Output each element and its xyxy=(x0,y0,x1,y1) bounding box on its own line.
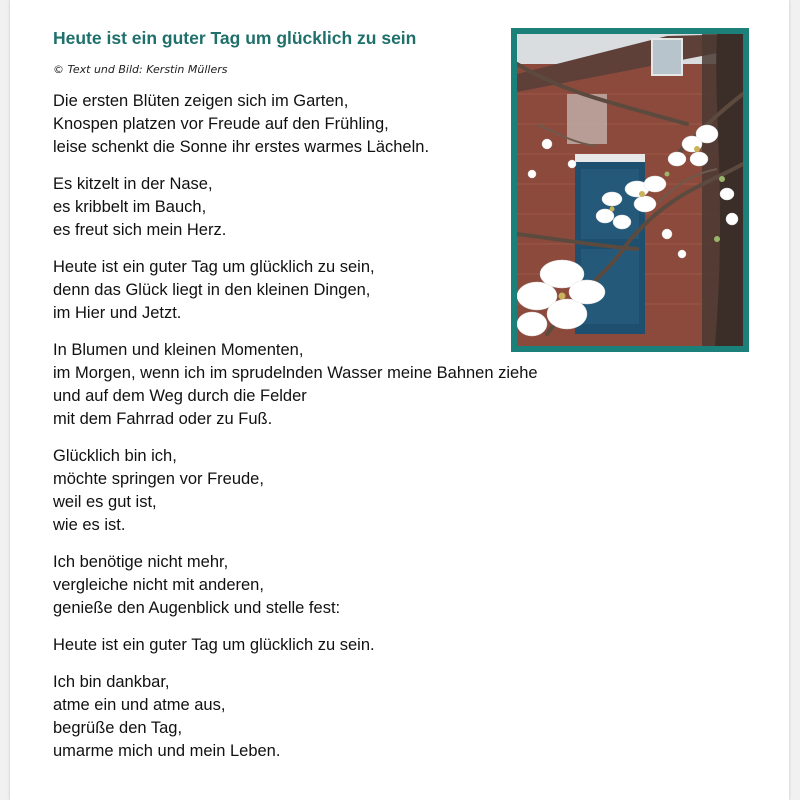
poem-stanza xyxy=(53,256,613,325)
poem-stanza xyxy=(53,551,613,620)
poem-line: im Morgen, wenn ich im sprudelnden Wasser meine Bahnen ziehe xyxy=(53,364,538,382)
poem-line: weil es gut ist, xyxy=(53,493,157,511)
poem-body xyxy=(53,90,613,777)
poem-line: Heute ist ein guter Tag um glücklich zu sein, xyxy=(53,258,375,276)
poem-line: es kribbelt im Bauch, xyxy=(53,198,207,216)
poem-line: wie es ist. xyxy=(53,516,126,534)
document-page xyxy=(10,0,789,800)
poem-line: Glücklich bin ich, xyxy=(53,447,177,465)
poem-line: denn das Glück liegt in den kleinen Dingen, xyxy=(53,281,371,299)
poem-line: und auf dem Weg durch die Felder xyxy=(53,387,307,405)
poem-line: Ich bin dankbar, xyxy=(53,673,170,691)
poem-line: leise schenkt die Sonne ihr erstes warmes Lächeln. xyxy=(53,138,430,156)
poem-title: Heute ist ein guter Tag um glücklich zu sein xyxy=(53,28,417,48)
poem-line: im Hier und Jetzt. xyxy=(53,304,182,322)
poem-line: es freut sich mein Herz. xyxy=(53,221,227,239)
poem-stanza xyxy=(53,339,613,431)
poem-stanza xyxy=(53,173,613,242)
poem-line: Knospen platzen vor Freude auf den Frühling, xyxy=(53,115,389,133)
poem-line: umarme mich und mein Leben. xyxy=(53,742,281,760)
poem-stanza xyxy=(53,445,613,537)
poem-line: vergleiche nicht mit anderen, xyxy=(53,576,264,594)
poem-line: mit dem Fahrrad oder zu Fuß. xyxy=(53,410,273,428)
poem-line: möchte springen vor Freude, xyxy=(53,470,264,488)
poem-line: In Blumen und kleinen Momenten, xyxy=(53,341,304,359)
credit-line: © Text und Bild: Kerstin Müllers xyxy=(53,63,228,76)
poem-line: genieße den Augenblick und stelle fest: xyxy=(53,599,341,617)
poem-stanza xyxy=(53,90,613,159)
poem-line: atme ein und atme aus, xyxy=(53,696,226,714)
poem-line: Heute ist ein guter Tag um glücklich zu sein. xyxy=(53,636,375,654)
poem-line: Die ersten Blüten zeigen sich im Garten, xyxy=(53,92,349,110)
poem-stanza xyxy=(53,671,613,763)
poem-line: Ich benötige nicht mehr, xyxy=(53,553,229,571)
poem-line: Es kitzelt in der Nase, xyxy=(53,175,213,193)
poem-line: begrüße den Tag, xyxy=(53,719,183,737)
poem-stanza xyxy=(53,634,613,657)
